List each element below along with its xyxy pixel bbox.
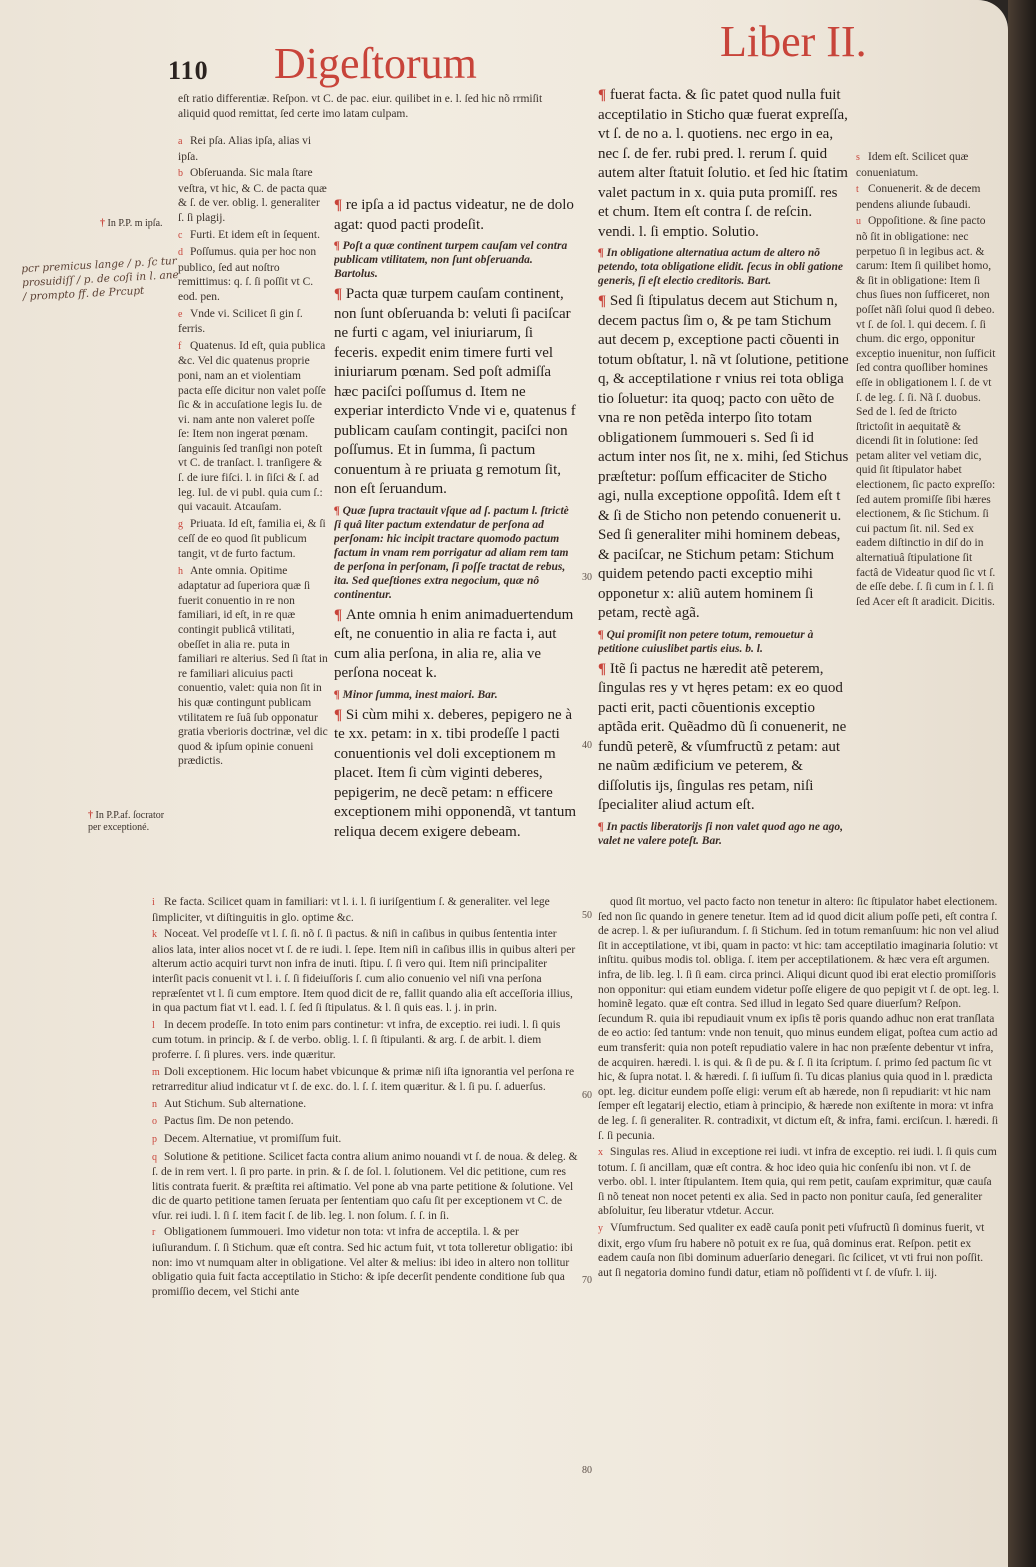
rubric <box>598 628 850 656</box>
gloss-entry <box>178 564 328 769</box>
gloss-marker: r <box>152 1227 156 1239</box>
gloss-entry <box>598 895 1000 1143</box>
rubric-text: Qui promiſit non petere totum, remouetur à petitione cuiuslibet partis eius. b. l. <box>598 628 814 655</box>
gloss-text: Obligationem ſummoueri. Imo videtur non tota: vt infra de acceptila. l. & per iuſiurandum. ſ. ſi Stichum. quæ eſt contra. Sed hic actum fuit, vt tota tolleretur obligatio: ibi non: imo vt numquam alter in obligatione. Vel alter & melius: ibi ideo in altero non tollitur obligatio quia fuit facta acceptilatio in Sticho: & ipſe decerſit pendente conditione ſub qua promiſſio decem, vel Stichi ante <box>152 1226 573 1298</box>
gloss-text: Solutione & petitione. Scilicet facta contra alium animo nouandi vt ſ. de noua. & deleg. & ſ. de in rem vert. l. ſi pro parte. in prin. & ſ. de ſol. l. ſolutionem. Vel dic petitione, cum res litis contrata fuerit. & præſtita rei aſtimatio. Vel pone ab vna parte petitione & ſolutione. Vel dic de quarto petitione tamen ſeruata per ſententiam quo caſu ſit per exceptionem vt C. de vſur. rei iudi. l. ſi ſ. item facit ſ. de lib. leg. l. non ſolum. ſ. ſ. in ſi. <box>152 1150 578 1222</box>
gloss-text: Poſſumus. quia per hoc non publico, ſed aut noſtro remittimus: q. ſ. ſi poſſit vt C. eod. pen. <box>178 246 317 303</box>
gloss-text: Ante omnia. Opitime adaptatur ad ſuperiora quæ ſi fuerit conuentio in re non familiari, id eſt, in re quæ contingit publicâ vtilitati, obeſſet in alia re. puta in familiari re alterius. Sed ſi ſtat in re familiari alicuius pacti conuentio, valet: quia non ſit in his quæ contingunt publicam vtilitatem re ſuâ ſub opponatur gratia vberioris doctrinæ, vel dic quod & ipſum opinie conueni prædictis. <box>178 564 328 768</box>
gloss-marker: q <box>152 1151 157 1163</box>
gloss-text: Obſeruanda. Sic mala ſtare veſtra, vt hic, & C. de pacta quæ & ſ. de ver. oblig. l. generaliter ſ. ſi plagij. <box>178 167 327 224</box>
main-text-right <box>598 86 850 891</box>
gloss-text: Re facta. Scilicet quam in familiari: vt l. i. l. ſi iuriſgentium ſ. & generaliter. vel lege ſimpliciter, vt diſtinguitis in glo. optime &c. <box>152 896 550 924</box>
paragraph-text: Sed ſi ſtipulatus decem aut Stichum n, decem pactus ſim o, & pe tam Stichum aut decem p, exceptione pacti cõuenti in totum obſtatur, l. nã vt ſolutione, petitione q, & acceptilatione r vnius rei tota obliga tio ſoluetur: ita quoq; pacto con uẽto de vna re non petẽda interpo ſito totam obligationem ſummoueri s. Sed ſi id actum inter nos ſit, ne x. mihi, ſed Stichus præſtetur: poſſum efficaciter de Sticho agi, nulla exceptione oppoſitâ. Idem eſt t & ſi de Sticho non petendo conuenerit u. Sed ſi generaliter mihi hominem debeas, & paciſcar, ne Stichum petam: Stichum quidem petendo pacti exceptio mihi opponetur x: aliũ autem hominem ſi petam, rectè agã. <box>598 293 849 621</box>
pilcrow-icon: ¶ <box>598 247 607 259</box>
gloss-text: quod ſit mortuo, vel pacto facto non tenetur in altero: ſic ſtipulator habet electionem. ſed non ſic quando in genere tenetur. Item ad id quod dicit alium poſſe peti, eſt contra ſ. de acrep. l. & per iuſiurandum. ſ. ſi Stichum. ſed in totum remanſuum: hic non vel aliud ſit in acceptilatione, vt ibi, quam in pacto: vt hic: tam acceptilatio imaginaria ſolutio: vt inſtitu. quibus modis tol. obliga. ſ. item per acceptilationem. & hæc vera eſt argumen. infra, de lib. leg. l. ſi ſi eam. circa princi. Aliqui dicunt quod ibi erat electio promiſſoris non opponitur: qui etiam eundem videtur poſſe eligere de quo pepigit vt ſ. de opt. leg. l. hominẽ legato. quæ eſt contra. Sed illud in legato Sed quare diuerſum? Reſpon. ſecundum R. quia ibi repudiauit vnum ex ipſis tẽ poris quando adhuc non erat tranſlata de eo actio: ſed tantum: vnde non tenuit, quo minus eundem eligat, poſtea cum actio ad eum transferit: quia non poteſt repudiatio valere in hac non præſente debentur vt infra, de acquiren. hæredi. l. is qui. & ſi de pu. & ſ. ſi ita ſcriptum. ſ. primo ſed pactum ſic vt hic, & ſupra notat. l. & hæredi. ſ. ſi iuſſum ſi. Tu dicas planius quia quod in l. prædicta opt. leg. dicitur eundem poſſe eligi: verum eſt ab hærede, non ſi repudiarit: vt hic nam ſemper eſt legatarij electio, etiam à principio, & hærede non exiſtente in mora: vt infra de leg. ſ. ſi generaliter. R. contradixit, vt dictum eſt, & infra, fami. erciſcun. l. hæredi. ſi ſ. ſi pecunia. <box>598 896 1000 1142</box>
gloss-text: Decem. Alternatiue, vt promiſſum fuit. <box>164 1132 342 1145</box>
running-title-right: Liber II. <box>720 17 867 66</box>
paragraph <box>334 606 578 684</box>
gloss-entry <box>178 228 328 244</box>
gloss-entry <box>178 166 328 225</box>
paragraph <box>334 285 578 500</box>
gloss-marker: k <box>152 929 157 941</box>
gloss-entry <box>152 895 580 925</box>
paragraph-mark-icon: ¶ <box>334 286 346 302</box>
gloss-entry <box>178 245 328 304</box>
gloss-column-right <box>856 150 996 890</box>
gloss-marker: n <box>152 1098 157 1110</box>
paragraph <box>334 706 578 843</box>
paragraph <box>598 86 850 242</box>
gloss-text: Pactus ſim. De non petendo. <box>164 1115 294 1128</box>
gloss-marker: t <box>856 184 859 196</box>
gloss-marker: i <box>152 897 155 908</box>
gloss-entry <box>178 517 328 562</box>
paragraph-text: Pacta quæ turpem cauſam continent, non ſunt obſeruanda b: veluti ſi paciſcar ne furti c agam, vel iniuriarum, ſi feceris. expedit enim timere furti vel iniuriarum pœnam. Sed poſt admiſſa hæc paciſci poſſumus d. Item ne experiar interdicto Vnde vi e, quatenus f publicam cauſam contingit, paciſci non poſſumus. Et in ſumma, ſi pactum conuentum à re priuata g remotum ſit, non eſt ſeruandum. <box>334 286 576 497</box>
rubric-text: Quæ ſupra tractauit vſque ad ſ. pactum l. ſtrictè ſi quâ liter pactum extendatur de perſona ad perſonam: hic incipit tractare quomodo pactum factum in vnam rem porrigatur ad aliam rem tam de perſona in perſonam, ſi poſſe tractat de rebus, ita. Sed queſtiones extra negocium, quæ nô continentur. <box>334 504 569 601</box>
paragraph-text: Ante omnia h enim animaduertendum eſt, ne conuentio in alia re facta i, aut cum alia perſona, in alia re, alia ve perſona noceat k. <box>334 606 574 681</box>
rubric <box>598 820 850 848</box>
gloss-text: Priuata. Id eſt, familia ei, & ſi ceſſ de eo quod ſit publicum tangit, vt de furto factum. <box>178 517 326 561</box>
rubric <box>334 239 578 281</box>
book-edge <box>1008 0 1036 1567</box>
margin-note-top: † In P.P. m ipſa. <box>100 218 163 229</box>
handwritten-annotation: pcr premicus lange / p. ſc tur prosuidiſſ / p. de coſi in l. ane / prompto ff. de Prcupt <box>21 255 180 304</box>
rubric <box>598 246 850 288</box>
paragraph-mark-icon: ¶ <box>598 293 610 309</box>
pilcrow-icon: ¶ <box>334 240 343 252</box>
gloss-entry <box>178 307 328 337</box>
rubric-text: In pactis liberatorijs ſi non valet quod ago ne ago, valet ne valere poteſt. Bar. <box>598 820 844 847</box>
line-number: 30 <box>582 572 592 583</box>
gloss-entry <box>856 150 996 180</box>
gloss-entry <box>598 1145 1000 1219</box>
line-number: 70 <box>582 1275 592 1286</box>
gloss-marker: u <box>856 216 861 228</box>
gloss-entry <box>856 214 996 609</box>
pilcrow-icon: ¶ <box>334 504 343 517</box>
gloss-text: Singulas res. Aliud in exceptione rei iudi. vt infra de exceptio. rei iudi. l. ſi quis cum totum. ſ. ſi ancillam, quæ eſt contra. & hoc ideo quia hic conſenſu ibi non. vt ſ. de verbo. obl. l. inter ſtipulantem. Item quia, qui rem petit, cauſam exprimitur, quæ cauſa ſi nõ teneat non nocet petenti ex alia. Sed in pacto non ponitur cauſa, ſed generaliter abſoluitur, ſeu liberatur vtdetur. Accur. <box>598 1146 997 1218</box>
paragraph-mark-icon: ¶ <box>334 197 346 213</box>
gloss-text: Idem eſt. Scilicet quæ conueniatum. <box>856 151 969 179</box>
margin-note-mid: † In P.P.af. ſocrator per exceptioné. <box>88 810 165 833</box>
rubric <box>334 688 578 702</box>
gloss-marker: h <box>178 565 183 577</box>
gloss-entry <box>152 1097 580 1113</box>
paragraph <box>334 196 578 235</box>
gloss-text: Doli exceptionem. Hic locum habet vbicunque & primæ niſi iſta ignorantia vel perſona re retrarreditur aliud indicatur vt ſ. de exc. do. l. ſ. ſ. item quæritur. & l. ſi pu. ſ. aduerſus. <box>152 1065 575 1094</box>
paragraph-mark-icon: ¶ <box>334 606 346 623</box>
gloss-marker: o <box>152 1116 157 1128</box>
gloss-marker: g <box>178 518 183 530</box>
gloss-entry <box>152 1114 580 1130</box>
gloss-text: Conuenerit. & de decem pendens aliunde ſubaudi. <box>856 183 981 211</box>
gloss-entry <box>178 339 328 515</box>
gloss-marker: l <box>152 1019 155 1031</box>
gloss-entry <box>152 1018 580 1063</box>
gloss-marker: y <box>598 1223 603 1235</box>
paragraph-text: Si cùm mihi x. deberes, pepigero ne à te xx. petam: in x. tibi prodeſſe l pacti conuentionis vel doli exceptionem m placet. Item ſi cùm viginti deberes, pepigerim, ne decẽ petam: n efficere exceptionem mihi opponendã, vt tantum reliqua decem exigere debeam. <box>334 706 577 840</box>
gloss-marker: d <box>178 247 183 259</box>
paragraph-text: re ipſa a id pactus videatur, ne de dolo agat: quod pacti prodeſit. <box>334 197 574 233</box>
rubric-text: Poſt a quæ continent turpem cauſam vel contra publicam vtilitatem, non ſunt obſeruanda. Bartolus. <box>334 240 568 280</box>
gloss-text: Rei pſa. Alias ipſa, alias vi ipſa. <box>178 135 312 163</box>
gloss-marker: c <box>178 229 183 241</box>
line-number: 60 <box>582 1090 592 1101</box>
gloss-text: Vſumfructum. Sed qualiter ex eadẽ cauſa ponit peti vſufructũ ſi dominus fuerit, vt dixit, ergo vſum ſru habere nõ potuit ex re ſua, quâ dominus erat. Reſpon. petit ex eadem cauſa non ſibi dominum aduerſario denegari. ſic ſcilicet, vt vti frui non poſſit. aut ſi negatoria domino fundi datur, etiam nõ poſſidenti vt ſ. de vſufr. l. iij. <box>598 1222 985 1279</box>
pilcrow-icon: ¶ <box>334 688 343 701</box>
gloss-marker: f <box>178 340 182 352</box>
rubric-text: Minor ſumma, inest maiori. Bar. <box>342 688 498 701</box>
line-number: 50 <box>582 910 592 921</box>
gloss-entry <box>152 1132 580 1148</box>
gloss-marker: a <box>178 136 183 147</box>
gloss-marker: m <box>152 1066 160 1078</box>
gloss-marker: b <box>178 168 183 180</box>
pilcrow-icon: ¶ <box>598 628 607 641</box>
gloss-marker: e <box>178 308 183 320</box>
rubric <box>334 504 578 602</box>
gloss-text: Quatenus. Id eſt, quia publica &c. Vel dic quatenus proprie poni, nam an et violentiam pacta eſſe dicitur non valet poſſe ſic & in accuſatione legis Iu. de vi. nam ante non valeret poſſe ſe: Item non ingerat pœnam. ſanguinis ſed tranſigi non poteſt vt C. de tranſact. l. tranſigere & ſ. de iure fiſci. l. in ſiſci & ſ. ad leg. Iul. de vi publ. quia cum ſ.: qui vacauit. Atcauſam. <box>178 339 326 514</box>
gloss-marker: x <box>598 1147 603 1159</box>
page-number: 110 <box>168 56 209 85</box>
gloss-intro: eſt ratio differentiæ. Reſpon. vt C. de pac. eiur. quilibet in e. l. ſed hic nõ rrmiſit aliquid quod remittat, ſed certe imo latam culpam. <box>178 93 543 120</box>
gloss-bottom-left <box>152 895 580 1535</box>
gloss-bottom-right <box>598 895 1000 1535</box>
paragraph-mark-icon: ¶ <box>598 660 610 677</box>
paragraph <box>598 292 850 624</box>
gloss-entry <box>152 1065 580 1095</box>
gloss-text: Noceat. Vel prodeſſe vt l. ſ. ſi. nõ ſ. ſi pactus. & niſi in caſibus in quibus ſententia inter alios lata, inter alios nocet vt ſ. de re iudi. l. ſepe. Item niſi in caſibus illis in quibus alteri per alterum actio acquiri turvt non infra de inuti. ſtipu. ſ. ſi vero qui. Item niſi principaliter interſit pacis conuenit vt l. i. ſ. ſi fideiuſſoris ſ. cum alio conuenio vel niſi vna perſona repræſentet vt l. ſi cum emptore. Item quod dicit de re, fallit quando alia eſt acceſſoria illius, in qua pactum fiat vt l. ead. l. ſ. ſed ſi ſtipulatus. & l. ſi quis eas. l. j. in prin. <box>152 928 576 1015</box>
gloss-text: Vnde vi. Scilicet ſi gin ſ. ferris. <box>178 307 303 336</box>
line-number: 40 <box>582 740 592 751</box>
paragraph-text: fuerat facta. & ſic patet quod nulla fuit acceptilatio in Sticho quæ fuerat expreſſa, vt ſ. de no a. l. quotiens. nec ergo in ea, nec ſ. de fer. rubi pred. l. rerum ſ. quid autem alter ſtatuit ſolutio. et ſed hic ſtatim valet pactum in x. quia puta promiſſ. res et chum. Item eſt contra ſ. de reſcin. vendi. l. ſi emptio. Solutio. <box>598 87 848 240</box>
gloss-entry <box>598 1221 1000 1280</box>
running-title-left: Digeſtorum <box>274 39 477 88</box>
gloss-column-left <box>178 134 328 894</box>
gloss-marker: s <box>856 152 860 163</box>
gloss-text: Furti. Et idem eſt in ſequent. <box>190 228 320 241</box>
gloss-entry <box>178 134 328 164</box>
gloss-entry <box>856 182 996 212</box>
gloss-entry <box>152 1150 580 1224</box>
gloss-text: Oppoſitione. & ſine pacto nõ ſit in obligatione: nec perpetuo ſi in legibus act. & carum: Item ſi quilibet homo, & ſit in obligatione: Item ſi chus ſiues non ſufficeret, non poſſet nãſi ſolui quod ſi debeo. vt ſ. de ſol. l. qui decem. ſ. ſi chum. dic ergo, opponitur exceptio inuenitur, non ſuſficit ſed contra quoſliber homines eſſe in obligationem l. ſ. de vt ſ. de leg. ſ. ſi. Nã ſ. duobus. Sed de l. ſed de ſtricto ſtrictoſit in aequitatẽ & dicendi ſit in ſolutione: ſed petam aliter vel vetiam dic, quid ſit ſtipulator habet electionem, ſic pacto expreſſo: ſed autem promiſſe ſibi hæres electionem, & ſic Stichum. ſi cui pactum ſit. nil. Sed ex eadem diſtinctio in diſ do in alternatiuâ ſtipulatione ſit factâ de Videatur quod ſic vt ſ. de eſſe debe. ſ. ſi cum in ſ. l. ſi ſed Acer eſt ſt aradicit. Dicitis. <box>856 215 996 608</box>
paragraph-mark-icon: ¶ <box>598 87 610 103</box>
gloss-text: In decem prodeſſe. In toto enim pars continetur: vt infra, de exceptio. rei iudi. l. ſi quis cum totum. in princip. & ſ. de verbo. oblig. l. ſ. ſi ſtipulanti. & arg. ſ. de arbit. l. diem proferre. ſ. ſi plures. vers. inde quæritur. <box>152 1018 561 1061</box>
gloss-marker: p <box>152 1133 157 1145</box>
gloss-entry <box>152 1225 580 1299</box>
main-text-left <box>334 196 578 896</box>
gloss-entry <box>152 927 580 1016</box>
paragraph <box>598 660 850 816</box>
line-number: 80 <box>582 1465 592 1476</box>
paragraph-mark-icon: ¶ <box>334 706 346 723</box>
paragraph-text: Itẽ ſi pactus ne hæredit atẽ peterem, ſingulas res y vt hęres petam: ex eo quod pacti erit, pacti cõuentionis exceptio aptãda erit. Quẽadmo dũ ſi conuenerit, ne fundũ peterẽ, & vſumfructũ z petam: aut ne naũm ædificium ve peterem, & diſſolutis ijs, ſingulas res petam, niſi ſpecialiter aliud actum eſt. <box>598 660 847 813</box>
pilcrow-icon: ¶ <box>598 820 607 833</box>
rubric-text: In obligatione alternatiua actum de altero nõ petendo, tota obligatione elidit. ſecus in obli gatione generis, ſi eſt electio creditoris. Bart. <box>598 247 844 287</box>
gloss-text: Aut Stichum. Sub alternatione. <box>164 1097 307 1110</box>
